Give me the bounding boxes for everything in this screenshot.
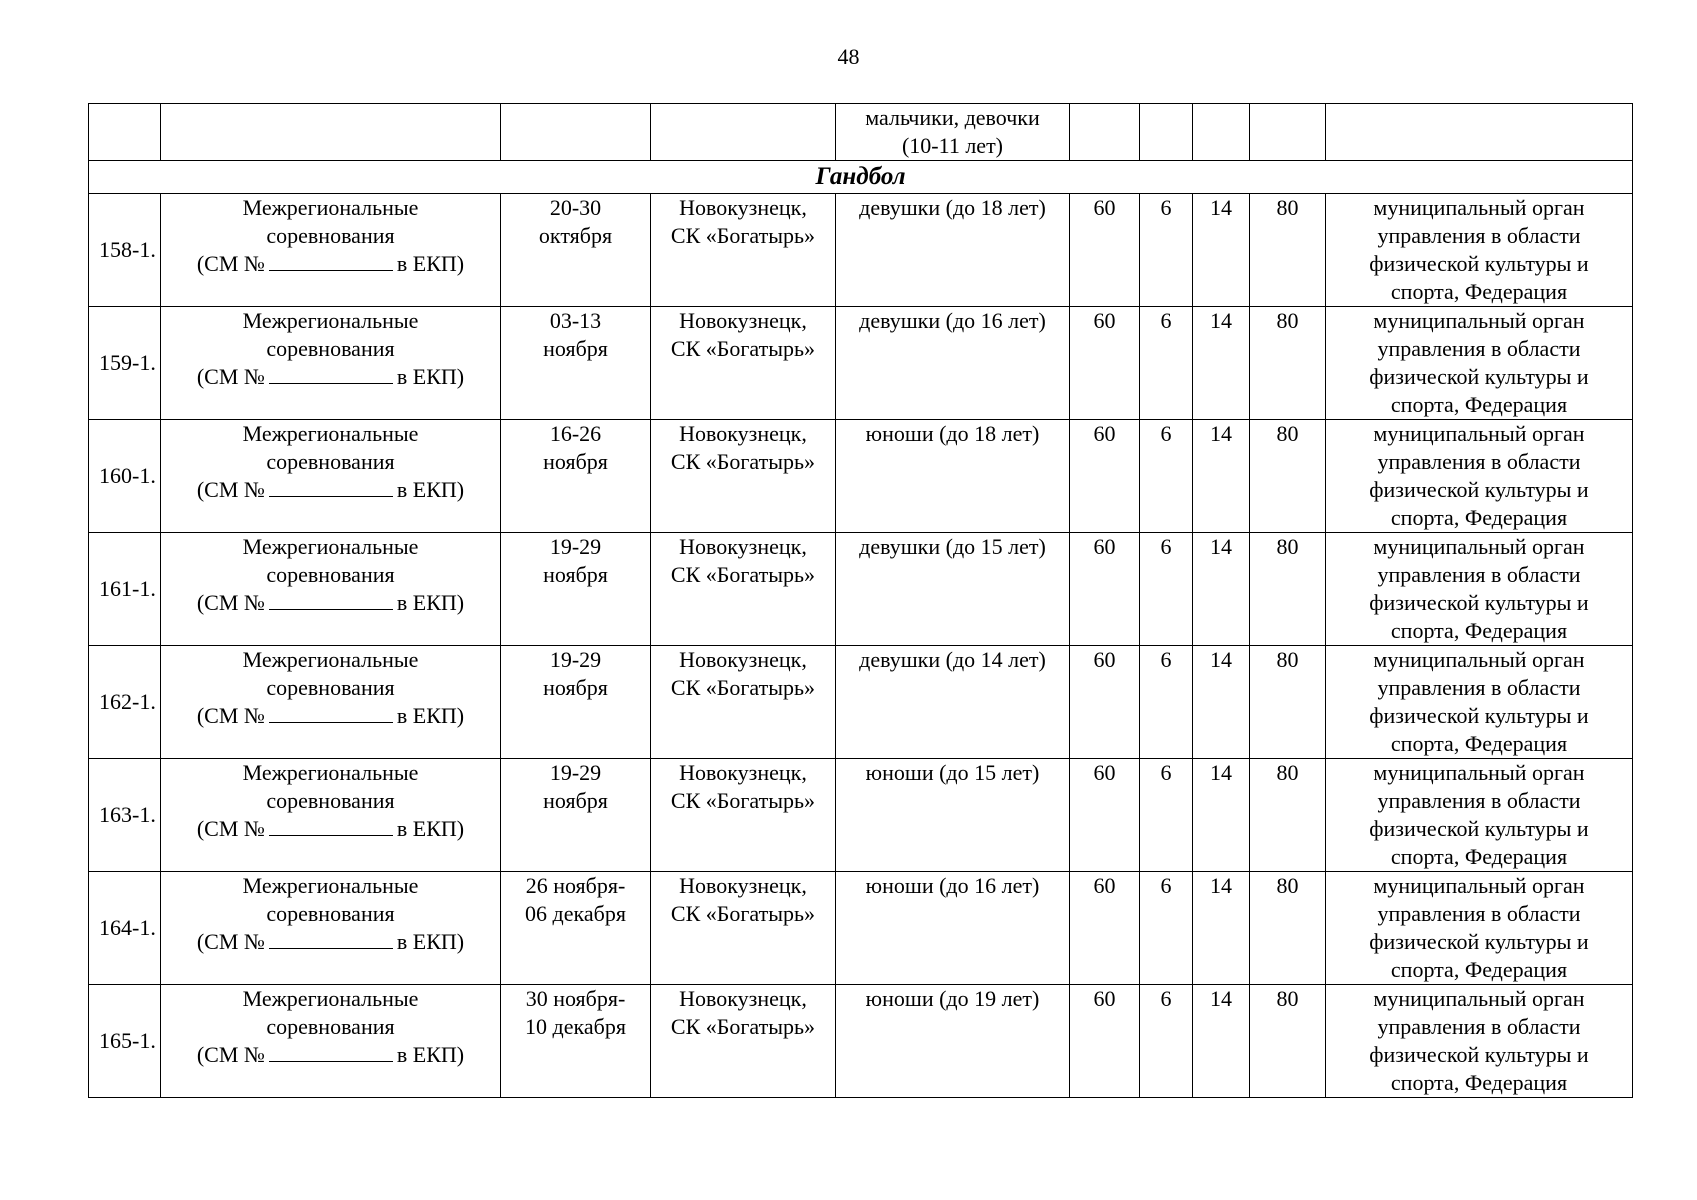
table-row: [89, 533, 1633, 646]
event-name-cell: [161, 759, 501, 872]
date-cell: [501, 646, 651, 759]
count-cell: 14: [1193, 194, 1250, 307]
organizer-cell: [1326, 759, 1633, 872]
organizer-cell: [1326, 307, 1633, 420]
place-line: Новокузнецк,: [679, 308, 807, 333]
place-cell: [651, 104, 836, 161]
event-name-cell: [161, 646, 501, 759]
event-name-line: соревнования: [266, 336, 395, 361]
ekp-number-blank: [269, 704, 393, 723]
participants-cell: юноши (до 16 лет): [836, 872, 1070, 985]
event-name-line: Межрегиональные: [242, 534, 419, 559]
place-line: СК «Богатырь»: [670, 788, 816, 813]
place-cell: [651, 759, 836, 872]
event-name-line: соревнования: [266, 901, 395, 926]
organizer-line: спорта, Федерация: [1390, 1070, 1568, 1095]
participants-cell: [836, 104, 1070, 161]
date-line: 30 ноября-: [525, 986, 626, 1011]
ekp-prefix: (СМ №: [196, 816, 265, 841]
event-ekp-line: [163, 476, 498, 504]
count-cell: 60: [1070, 194, 1140, 307]
row-number: 158-1.: [89, 194, 161, 307]
table-row: [89, 420, 1633, 533]
event-ekp-line: [163, 815, 498, 843]
place-line: СК «Богатырь»: [670, 223, 816, 248]
place-line: СК «Богатырь»: [670, 336, 816, 361]
organizer-line: управления в области: [1377, 1014, 1581, 1039]
place-line: Новокузнецк,: [679, 421, 807, 446]
place-line: СК «Богатырь»: [670, 1014, 816, 1039]
row-number: 161-1.: [89, 533, 161, 646]
place-cell: [651, 646, 836, 759]
organizer-line: муниципальный орган: [1373, 195, 1585, 220]
place-line: Новокузнецк,: [679, 195, 807, 220]
ekp-prefix: (СМ №: [196, 477, 265, 502]
count-cell: 6: [1140, 194, 1193, 307]
date-line: ноября: [543, 336, 608, 361]
organizer-line: управления в области: [1377, 336, 1581, 361]
table-row: [89, 194, 1633, 307]
page-number: 48: [837, 44, 860, 69]
date-line: 20-30: [549, 195, 602, 220]
organizer-line: муниципальный орган: [1373, 421, 1585, 446]
event-name-line: соревнования: [266, 223, 395, 248]
count-cell: 6: [1140, 872, 1193, 985]
event-name-line: Межрегиональные: [242, 308, 419, 333]
participants-cell: девушки (до 15 лет): [836, 533, 1070, 646]
event-name-line: соревнования: [266, 562, 395, 587]
count-cell: 60: [1070, 307, 1140, 420]
event-ekp-line: [163, 928, 498, 956]
count-cell: 60: [1070, 985, 1140, 1098]
ekp-number-blank: [269, 252, 393, 271]
ekp-number-blank: [269, 591, 393, 610]
event-ekp-line: [163, 363, 498, 391]
ekp-suffix: в ЕКП): [396, 364, 465, 389]
count-cell: 14: [1193, 759, 1250, 872]
participants-cell: юноши (до 15 лет): [836, 759, 1070, 872]
date-line: 16-26: [549, 421, 602, 446]
continuation-row: [89, 104, 1633, 161]
organizer-line: управления в области: [1377, 901, 1581, 926]
organizer-line: муниципальный орган: [1373, 308, 1585, 333]
organizer-line: физической культуры и: [1369, 929, 1589, 954]
date-cell: [501, 985, 651, 1098]
organizer-line: муниципальный орган: [1373, 760, 1585, 785]
row-number: 160-1.: [89, 420, 161, 533]
ekp-suffix: в ЕКП): [396, 816, 465, 841]
event-ekp-line: [163, 1041, 498, 1069]
organizer-line: физической культуры и: [1369, 477, 1589, 502]
place-line: Новокузнецк,: [679, 873, 807, 898]
place-line: Новокузнецк,: [679, 760, 807, 785]
table-row: [89, 872, 1633, 985]
event-name-line: соревнования: [266, 1014, 395, 1039]
count-cell: 6: [1140, 759, 1193, 872]
organizer-line: управления в области: [1377, 562, 1581, 587]
place-cell: [651, 307, 836, 420]
ekp-number-blank: [269, 478, 393, 497]
count-cell: [1070, 104, 1140, 161]
organizer-line: муниципальный орган: [1373, 647, 1585, 672]
organizer-cell: [1326, 104, 1633, 161]
count-cell: 14: [1193, 985, 1250, 1098]
place-cell: [651, 985, 836, 1098]
organizer-cell: [1326, 646, 1633, 759]
organizer-line: спорта, Федерация: [1390, 505, 1568, 530]
place-line: Новокузнецк,: [679, 534, 807, 559]
date-line: 10 декабря: [525, 1014, 626, 1039]
participants-cell: девушки (до 16 лет): [836, 307, 1070, 420]
event-ekp-line: [163, 589, 498, 617]
organizer-line: спорта, Федерация: [1390, 957, 1568, 982]
count-cell: 14: [1193, 533, 1250, 646]
participants-line: (10-11 лет): [901, 133, 1004, 158]
organizer-line: спорта, Федерация: [1390, 618, 1568, 643]
count-cell: 80: [1250, 533, 1326, 646]
date-cell: [501, 759, 651, 872]
organizer-line: муниципальный орган: [1373, 873, 1585, 898]
count-cell: 6: [1140, 533, 1193, 646]
date-cell: [501, 307, 651, 420]
organizer-line: спорта, Федерация: [1390, 844, 1568, 869]
event-ekp-line: [163, 702, 498, 730]
ekp-number-blank: [269, 817, 393, 836]
row-number: 164-1.: [89, 872, 161, 985]
event-name-line: соревнования: [266, 449, 395, 474]
organizer-line: управления в области: [1377, 675, 1581, 700]
ekp-prefix: (СМ №: [196, 703, 265, 728]
date-cell: [501, 420, 651, 533]
event-name-cell: [161, 985, 501, 1098]
ekp-suffix: в ЕКП): [396, 477, 465, 502]
ekp-suffix: в ЕКП): [396, 1042, 465, 1067]
event-ekp-line: [163, 250, 498, 278]
date-line: 19-29: [549, 647, 602, 672]
date-line: ноября: [543, 562, 608, 587]
count-cell: 80: [1250, 307, 1326, 420]
count-cell: 80: [1250, 646, 1326, 759]
count-cell: 80: [1250, 985, 1326, 1098]
organizer-cell: [1326, 194, 1633, 307]
event-name-cell: [161, 194, 501, 307]
count-cell: 60: [1070, 533, 1140, 646]
ekp-number-blank: [269, 365, 393, 384]
events-table: [88, 103, 1633, 1098]
date-cell: [501, 194, 651, 307]
date-line: октября: [538, 223, 613, 248]
count-cell: 14: [1193, 420, 1250, 533]
organizer-cell: [1326, 872, 1633, 985]
organizer-line: спорта, Федерация: [1390, 279, 1568, 304]
organizer-line: управления в области: [1377, 223, 1581, 248]
event-name-line: соревнования: [266, 675, 395, 700]
row-number: 163-1.: [89, 759, 161, 872]
date-line: ноября: [543, 788, 608, 813]
ekp-prefix: (СМ №: [196, 364, 265, 389]
participants-cell: юноши (до 18 лет): [836, 420, 1070, 533]
date-cell: [501, 533, 651, 646]
event-name-cell: [161, 307, 501, 420]
ekp-prefix: (СМ №: [196, 1042, 265, 1067]
event-name-line: Межрегиональные: [242, 647, 419, 672]
count-cell: 80: [1250, 194, 1326, 307]
date-line: 06 декабря: [525, 901, 626, 926]
section-title: Гандбол: [89, 161, 1633, 194]
count-cell: [1140, 104, 1193, 161]
event-name-line: Межрегиональные: [242, 873, 419, 898]
place-cell: [651, 533, 836, 646]
organizer-line: управления в области: [1377, 449, 1581, 474]
ekp-suffix: в ЕКП): [396, 929, 465, 954]
place-cell: [651, 872, 836, 985]
place-cell: [651, 194, 836, 307]
count-cell: 14: [1193, 646, 1250, 759]
participants-cell: девушки (до 14 лет): [836, 646, 1070, 759]
count-cell: 60: [1070, 646, 1140, 759]
organizer-line: спорта, Федерация: [1390, 392, 1568, 417]
count-cell: [1250, 104, 1326, 161]
date-cell: [501, 104, 651, 161]
place-line: СК «Богатырь»: [670, 675, 816, 700]
organizer-cell: [1326, 533, 1633, 646]
ekp-number-blank: [269, 930, 393, 949]
date-line: 19-29: [549, 534, 602, 559]
table-row: [89, 759, 1633, 872]
date-line: 03-13: [549, 308, 602, 333]
place-line: Новокузнецк,: [679, 986, 807, 1011]
event-name-cell: [161, 420, 501, 533]
organizer-cell: [1326, 420, 1633, 533]
ekp-prefix: (СМ №: [196, 929, 265, 954]
date-cell: [501, 872, 651, 985]
organizer-line: муниципальный орган: [1373, 986, 1585, 1011]
event-name-line: Межрегиональные: [242, 760, 419, 785]
organizer-line: физической культуры и: [1369, 251, 1589, 276]
count-cell: 60: [1070, 420, 1140, 533]
count-cell: 6: [1140, 420, 1193, 533]
count-cell: 6: [1140, 307, 1193, 420]
event-name-line: соревнования: [266, 788, 395, 813]
organizer-line: физической культуры и: [1369, 364, 1589, 389]
organizer-line: муниципальный орган: [1373, 534, 1585, 559]
row-number: 165-1.: [89, 985, 161, 1098]
row-number: 159-1.: [89, 307, 161, 420]
place-line: СК «Богатырь»: [670, 449, 816, 474]
date-line: ноября: [543, 449, 608, 474]
count-cell: [1193, 104, 1250, 161]
count-cell: 14: [1193, 307, 1250, 420]
event-name-line: Межрегиональные: [242, 195, 419, 220]
place-line: СК «Богатырь»: [670, 901, 816, 926]
participants-line: мальчики, девочки: [865, 105, 1040, 130]
place-cell: [651, 420, 836, 533]
count-cell: 80: [1250, 759, 1326, 872]
table-row: [89, 985, 1633, 1098]
event-name-cell: [161, 533, 501, 646]
count-cell: 6: [1140, 985, 1193, 1098]
date-line: 26 ноября-: [525, 873, 626, 898]
ekp-suffix: в ЕКП): [396, 590, 465, 615]
count-cell: 14: [1193, 872, 1250, 985]
organizer-line: физической культуры и: [1369, 703, 1589, 728]
count-cell: 6: [1140, 646, 1193, 759]
organizer-line: управления в области: [1377, 788, 1581, 813]
participants-cell: девушки (до 18 лет): [836, 194, 1070, 307]
ekp-suffix: в ЕКП): [396, 703, 465, 728]
ekp-prefix: (СМ №: [196, 251, 265, 276]
participants-cell: юноши (до 19 лет): [836, 985, 1070, 1098]
organizer-line: спорта, Федерация: [1390, 731, 1568, 756]
organizer-line: физической культуры и: [1369, 816, 1589, 841]
row-number: 162-1.: [89, 646, 161, 759]
ekp-number-blank: [269, 1043, 393, 1062]
organizer-line: физической культуры и: [1369, 1042, 1589, 1067]
count-cell: 80: [1250, 872, 1326, 985]
count-cell: 60: [1070, 759, 1140, 872]
place-line: Новокузнецк,: [679, 647, 807, 672]
table-row: [89, 646, 1633, 759]
place-line: СК «Богатырь»: [670, 562, 816, 587]
count-cell: 60: [1070, 872, 1140, 985]
organizer-cell: [1326, 985, 1633, 1098]
organizer-line: физической культуры и: [1369, 590, 1589, 615]
date-line: 19-29: [549, 760, 602, 785]
event-name-cell: [161, 872, 501, 985]
name-cell: [161, 104, 501, 161]
ekp-suffix: в ЕКП): [396, 251, 465, 276]
event-name-line: Межрегиональные: [242, 986, 419, 1011]
count-cell: 80: [1250, 420, 1326, 533]
date-line: ноября: [543, 675, 608, 700]
ekp-prefix: (СМ №: [196, 590, 265, 615]
event-name-line: Межрегиональные: [242, 421, 419, 446]
num-cell: [89, 104, 161, 161]
table-row: [89, 307, 1633, 420]
section-header-row: [89, 161, 1633, 194]
